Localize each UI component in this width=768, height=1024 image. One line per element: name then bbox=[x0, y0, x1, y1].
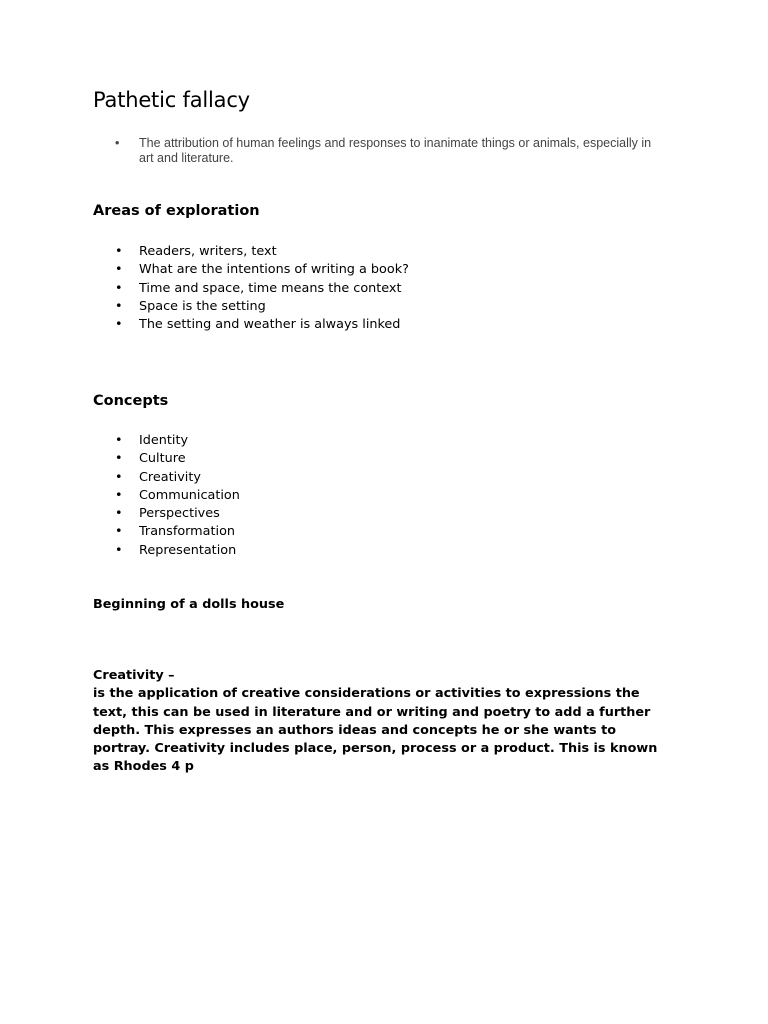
concepts-list bbox=[93, 432, 240, 560]
bullet-icon: • bbox=[115, 451, 123, 467]
bullet-icon: • bbox=[115, 136, 120, 150]
creativity-text: is the application of creative considerations or activities to expressions the text, this can be used in literature and or writing and poetry to add a further depth. This expresses an authors ideas and concepts he or she wants to portray. Creativity includes place, person, process or a product. This is known as Rhodes 4 p bbox=[93, 686, 658, 775]
list-item-text: Readers, writers, text bbox=[139, 244, 277, 259]
list-item bbox=[93, 505, 240, 523]
dolls-house-heading: Beginning of a dolls house bbox=[93, 597, 285, 612]
creativity-section bbox=[93, 667, 673, 777]
page-title: Pathetic fallacy bbox=[93, 88, 250, 112]
list-item bbox=[93, 298, 409, 316]
bullet-icon: • bbox=[115, 433, 123, 448]
bullet-icon: • bbox=[115, 317, 123, 333]
areas-heading: Areas of exploration bbox=[93, 203, 260, 219]
list-item bbox=[93, 243, 409, 261]
definition-item bbox=[93, 136, 653, 166]
bullet-icon: • bbox=[115, 506, 123, 522]
areas-list bbox=[93, 243, 409, 334]
list-item bbox=[93, 542, 240, 560]
bullet-icon: • bbox=[115, 487, 123, 503]
list-item-text: Identity bbox=[139, 433, 189, 448]
bullet-icon: • bbox=[115, 262, 123, 278]
bullet-icon: • bbox=[115, 244, 123, 259]
list-item bbox=[93, 316, 409, 334]
list-item-text: What are the intentions of writing a book? bbox=[139, 262, 409, 278]
list-item bbox=[93, 523, 240, 541]
list-item bbox=[93, 432, 240, 450]
list-item bbox=[93, 261, 409, 279]
bullet-icon: • bbox=[115, 469, 123, 485]
bullet-icon: • bbox=[115, 524, 123, 540]
bullet-icon: • bbox=[115, 280, 123, 296]
definition-text: The attribution of human feelings and responses to inanimate things or animals, especially in art and literature. bbox=[139, 136, 652, 165]
concepts-heading: Concepts bbox=[93, 393, 169, 409]
list-item bbox=[93, 487, 240, 505]
list-item-text: Time and space, time means the context bbox=[139, 280, 402, 296]
list-item-text: Culture bbox=[139, 451, 186, 467]
list-item-text: Transformation bbox=[139, 524, 236, 540]
list-item bbox=[93, 450, 240, 468]
list-item-text: Space is the setting bbox=[139, 298, 266, 314]
list-item-text: Communication bbox=[139, 487, 240, 503]
list-item-text: The setting and weather is always linked bbox=[139, 317, 401, 333]
list-item-text: Representation bbox=[139, 542, 237, 558]
list-item bbox=[93, 469, 240, 487]
creativity-label: Creativity – bbox=[93, 668, 175, 683]
list-item bbox=[93, 280, 409, 298]
list-item-text: Creativity bbox=[139, 469, 201, 485]
list-item-text: Perspectives bbox=[139, 506, 220, 522]
definition-list bbox=[93, 136, 653, 166]
bullet-icon: • bbox=[115, 542, 123, 558]
bullet-icon: • bbox=[115, 298, 123, 314]
